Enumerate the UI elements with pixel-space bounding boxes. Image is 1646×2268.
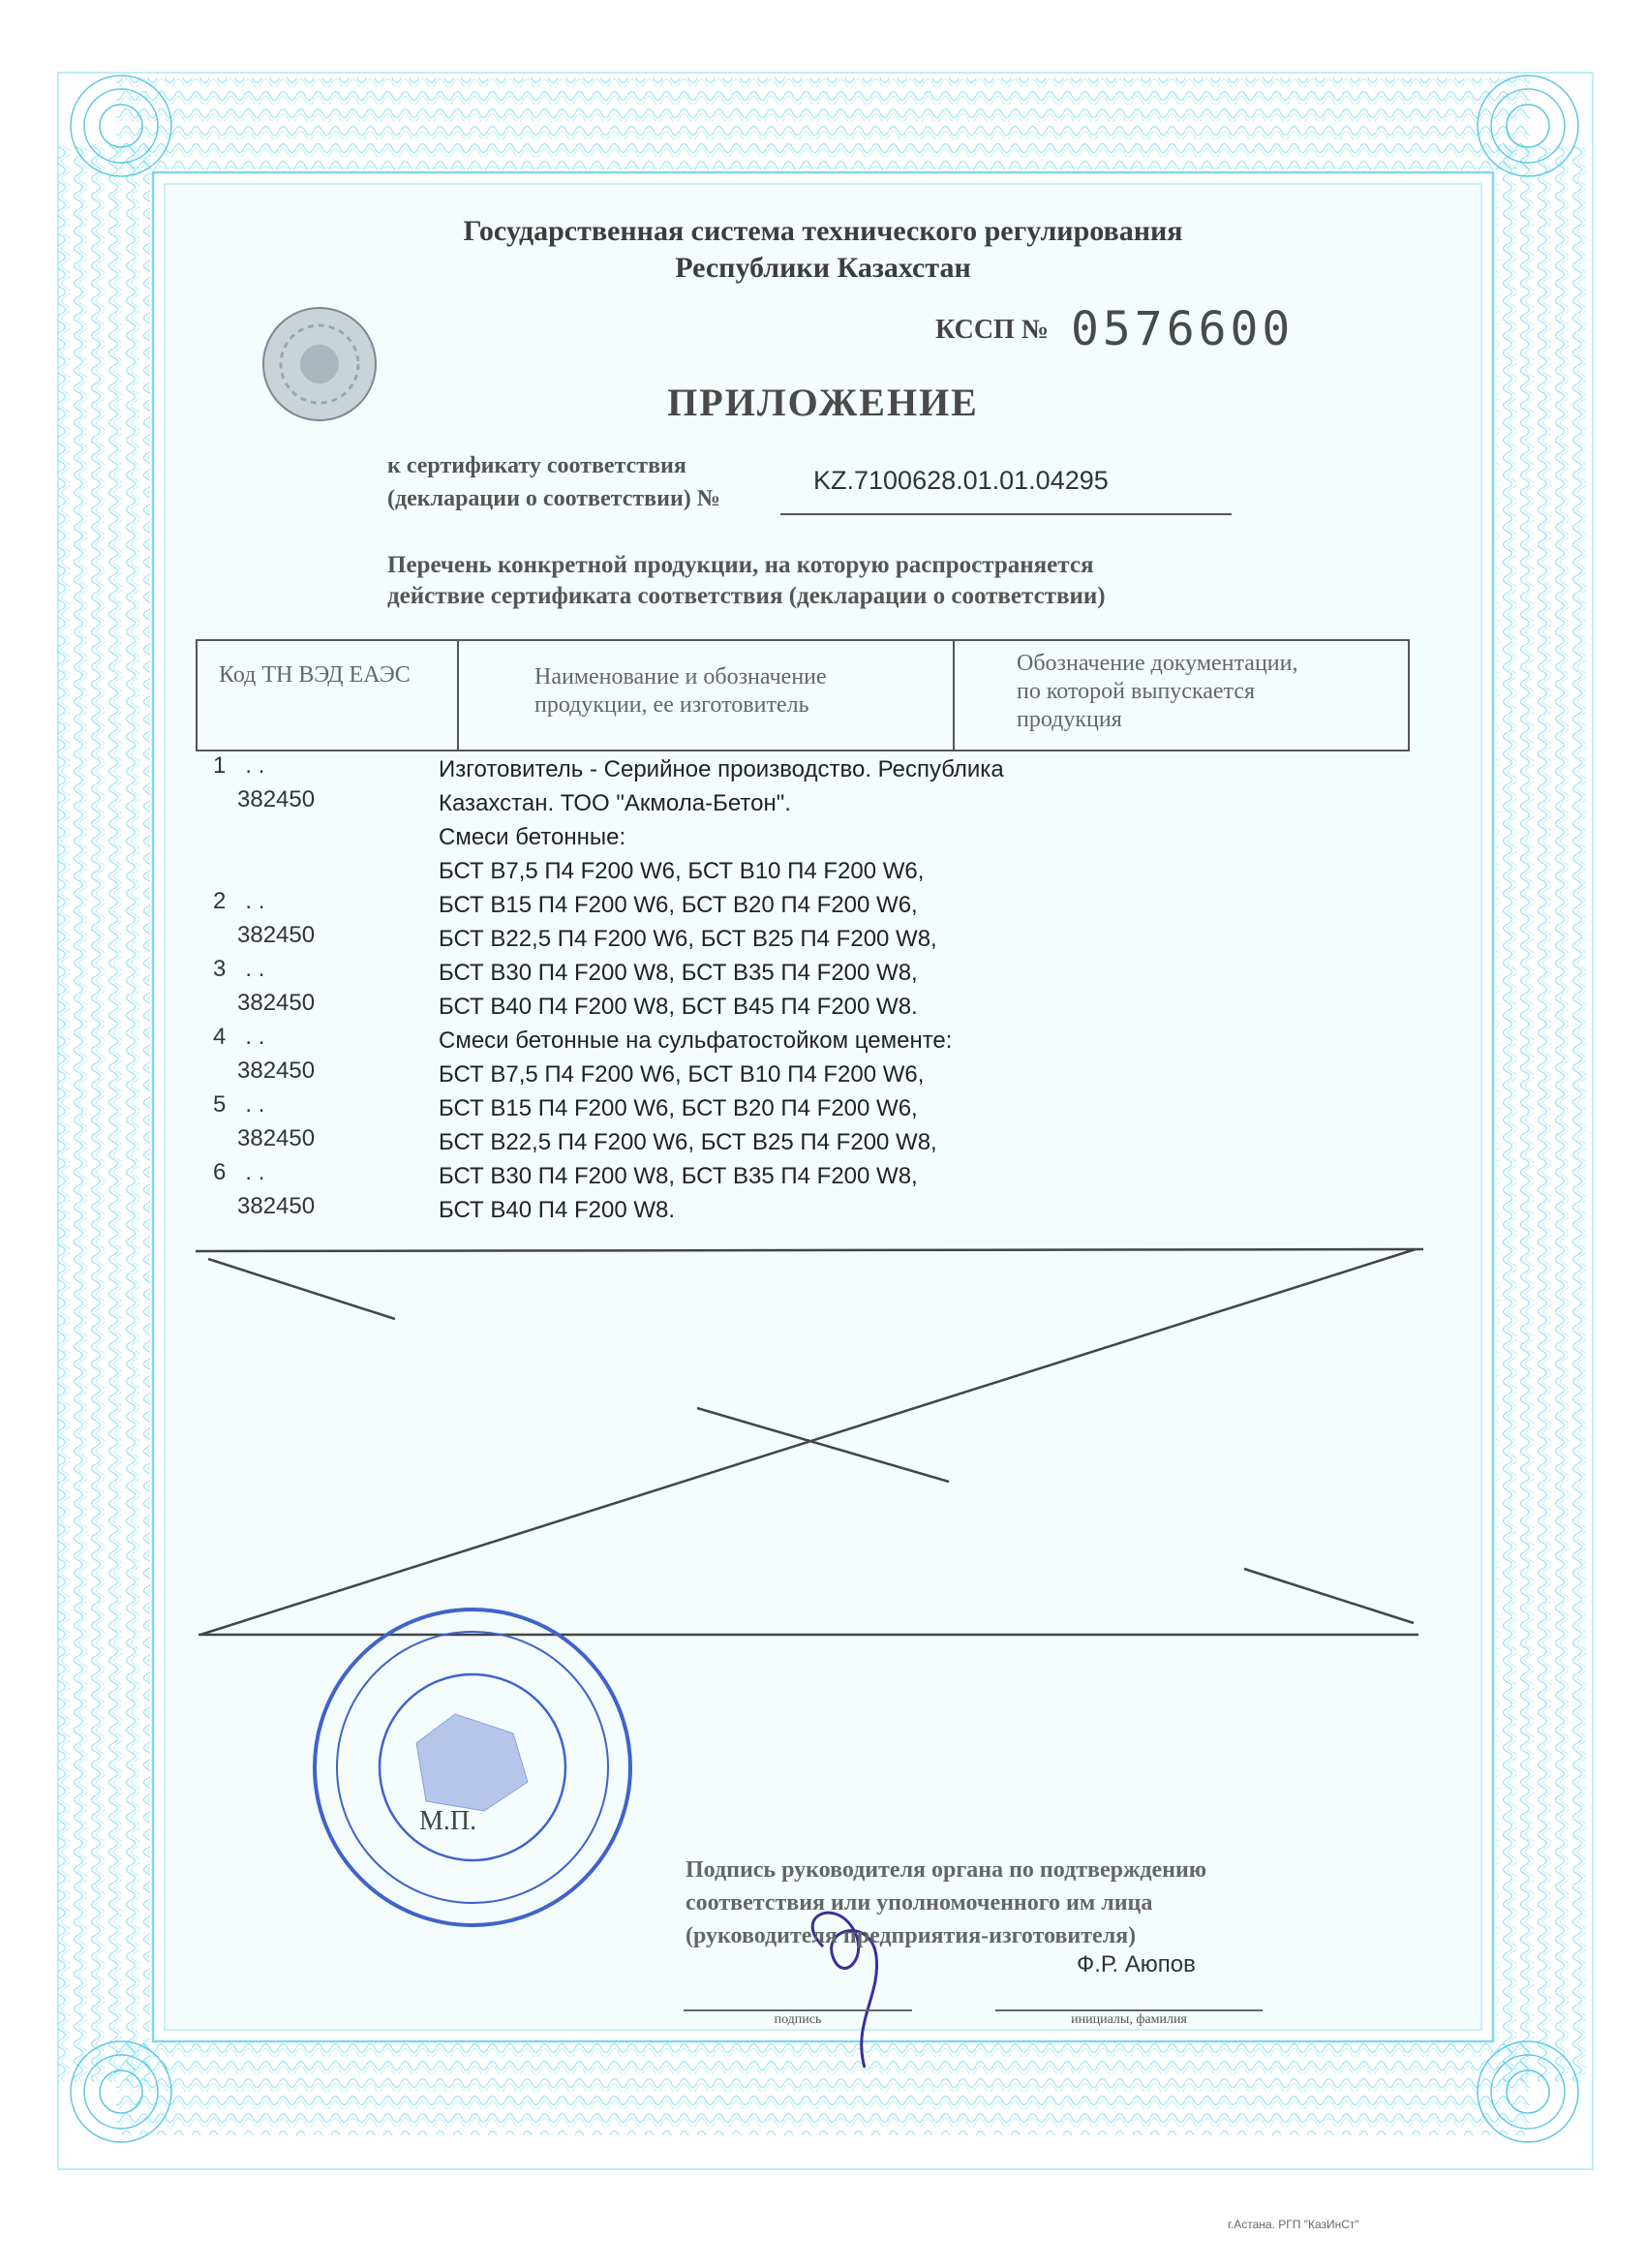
row-number (213, 888, 264, 915)
row-index: 2 (213, 888, 227, 914)
description-line: БСТ В7,5 П4 F200 W6, БСТ В10 П4 F200 W6, (439, 1061, 925, 1088)
row-index: 5 (213, 1091, 227, 1118)
list-title-1: Перечень конкретной продукции, на которую распространяется (387, 552, 1094, 578)
table-divider (457, 641, 459, 750)
signature-caption: подпись (774, 2012, 822, 2027)
initials-line (995, 2009, 1263, 2011)
row-code: 382450 (237, 922, 316, 948)
table-header-doc-1: Обозначение документации, (1017, 651, 1298, 676)
row-index: 4 (213, 1024, 227, 1050)
page-title: ПРИЛОЖЕНИЕ (667, 381, 979, 424)
row-index: 6 (213, 1159, 227, 1185)
list-title-2: действие сертификата соответствия (декларации о соответствии) (387, 583, 1106, 609)
row-index: 1 (213, 752, 227, 779)
description-line: Смеси бетонные: (439, 824, 626, 850)
description-line: Казахстан. ТОО "Акмола-Бетон". (439, 790, 791, 816)
signature-line (684, 2009, 912, 2011)
certificate-label-2: (декларации о соответствии) № (387, 486, 720, 511)
row-number (213, 1024, 264, 1051)
description-line: БСТ В40 П4 F200 W8. (439, 1197, 676, 1223)
description-line: БСТ В22,5 П4 F200 W6, БСТ В25 П4 F200 W8, (439, 926, 937, 952)
description-line: БСТ В15 П4 F200 W6, БСТ В20 П4 F200 W6, (439, 892, 918, 918)
signature-text-3: (руководителя предприятия-изготовителя) (686, 1923, 1137, 1948)
row-dots: . . (245, 752, 265, 779)
certificate-number: KZ.7100628.01.01.04295 (813, 466, 1109, 495)
stamp-mp-label: М.П. (419, 1806, 477, 1836)
kssp-label: КССП № (935, 315, 1049, 345)
row-code: 382450 (237, 1057, 316, 1084)
row-dots: . . (245, 956, 265, 982)
header-line-2: Республики Казахстан (675, 252, 971, 284)
description-line: Смеси бетонные на сульфатостойком цементе: (439, 1027, 953, 1054)
row-code: 382450 (237, 1125, 316, 1151)
row-code: 382450 (237, 786, 316, 812)
table-header-name-2: продукции, ее изготовитель (534, 692, 809, 718)
row-dots: . . (245, 888, 265, 914)
description-line: БСТ В30 П4 F200 W8, БСТ В35 П4 F200 W8, (439, 960, 918, 986)
description-line: БСТ В30 П4 F200 W8, БСТ В35 П4 F200 W8, (439, 1163, 918, 1189)
row-number (213, 752, 264, 780)
header-line-1: Государственная система технического регулирования (463, 215, 1183, 247)
row-code: 382450 (237, 990, 316, 1016)
certificate-label-1: к сертификату соответствия (387, 453, 686, 478)
description-line: БСТ В7,5 П4 F200 W6, БСТ В10 П4 F200 W6, (439, 858, 925, 884)
kssp-number: 0576600 (1071, 302, 1295, 356)
row-number (213, 1159, 264, 1186)
hologram-icon (263, 308, 376, 420)
row-number (213, 956, 264, 983)
description-line: БСТ В15 П4 F200 W6, БСТ В20 П4 F200 W6, (439, 1095, 918, 1121)
row-code: 382450 (237, 1193, 316, 1219)
description-line: Изготовитель - Серийное производство. Республика (439, 756, 1004, 782)
signatory-name: Ф.Р. Аюпов (1077, 1951, 1196, 1977)
table-header-doc-3: продукция (1017, 707, 1122, 732)
table-header-doc-2: по которой выпускается (1017, 679, 1256, 704)
row-number (213, 1091, 264, 1119)
row-dots: . . (245, 1024, 265, 1050)
certificate-underline (780, 513, 1232, 515)
description-line: БСТ В22,5 П4 F200 W6, БСТ В25 П4 F200 W8, (439, 1129, 937, 1155)
row-index: 3 (213, 956, 227, 982)
table-header-name-1: Наименование и обозначение (534, 664, 827, 690)
printer-footer: г.Астана. РГП "КазИнСт" (1228, 2218, 1359, 2231)
signature-text-1: Подпись руководителя органа по подтверждению (686, 1857, 1207, 1883)
row-dots: . . (245, 1159, 265, 1185)
description-line: БСТ В40 П4 F200 W8, БСТ В45 П4 F200 W8. (439, 994, 918, 1020)
table-divider (953, 641, 955, 750)
row-dots: . . (245, 1091, 265, 1118)
table-header-code: Код ТН ВЭД ЕАЭС (219, 662, 411, 688)
initials-caption: инициалы, фамилия (1071, 2012, 1187, 2027)
signature-text-2: соответствия или уполномоченного им лица (686, 1890, 1153, 1916)
